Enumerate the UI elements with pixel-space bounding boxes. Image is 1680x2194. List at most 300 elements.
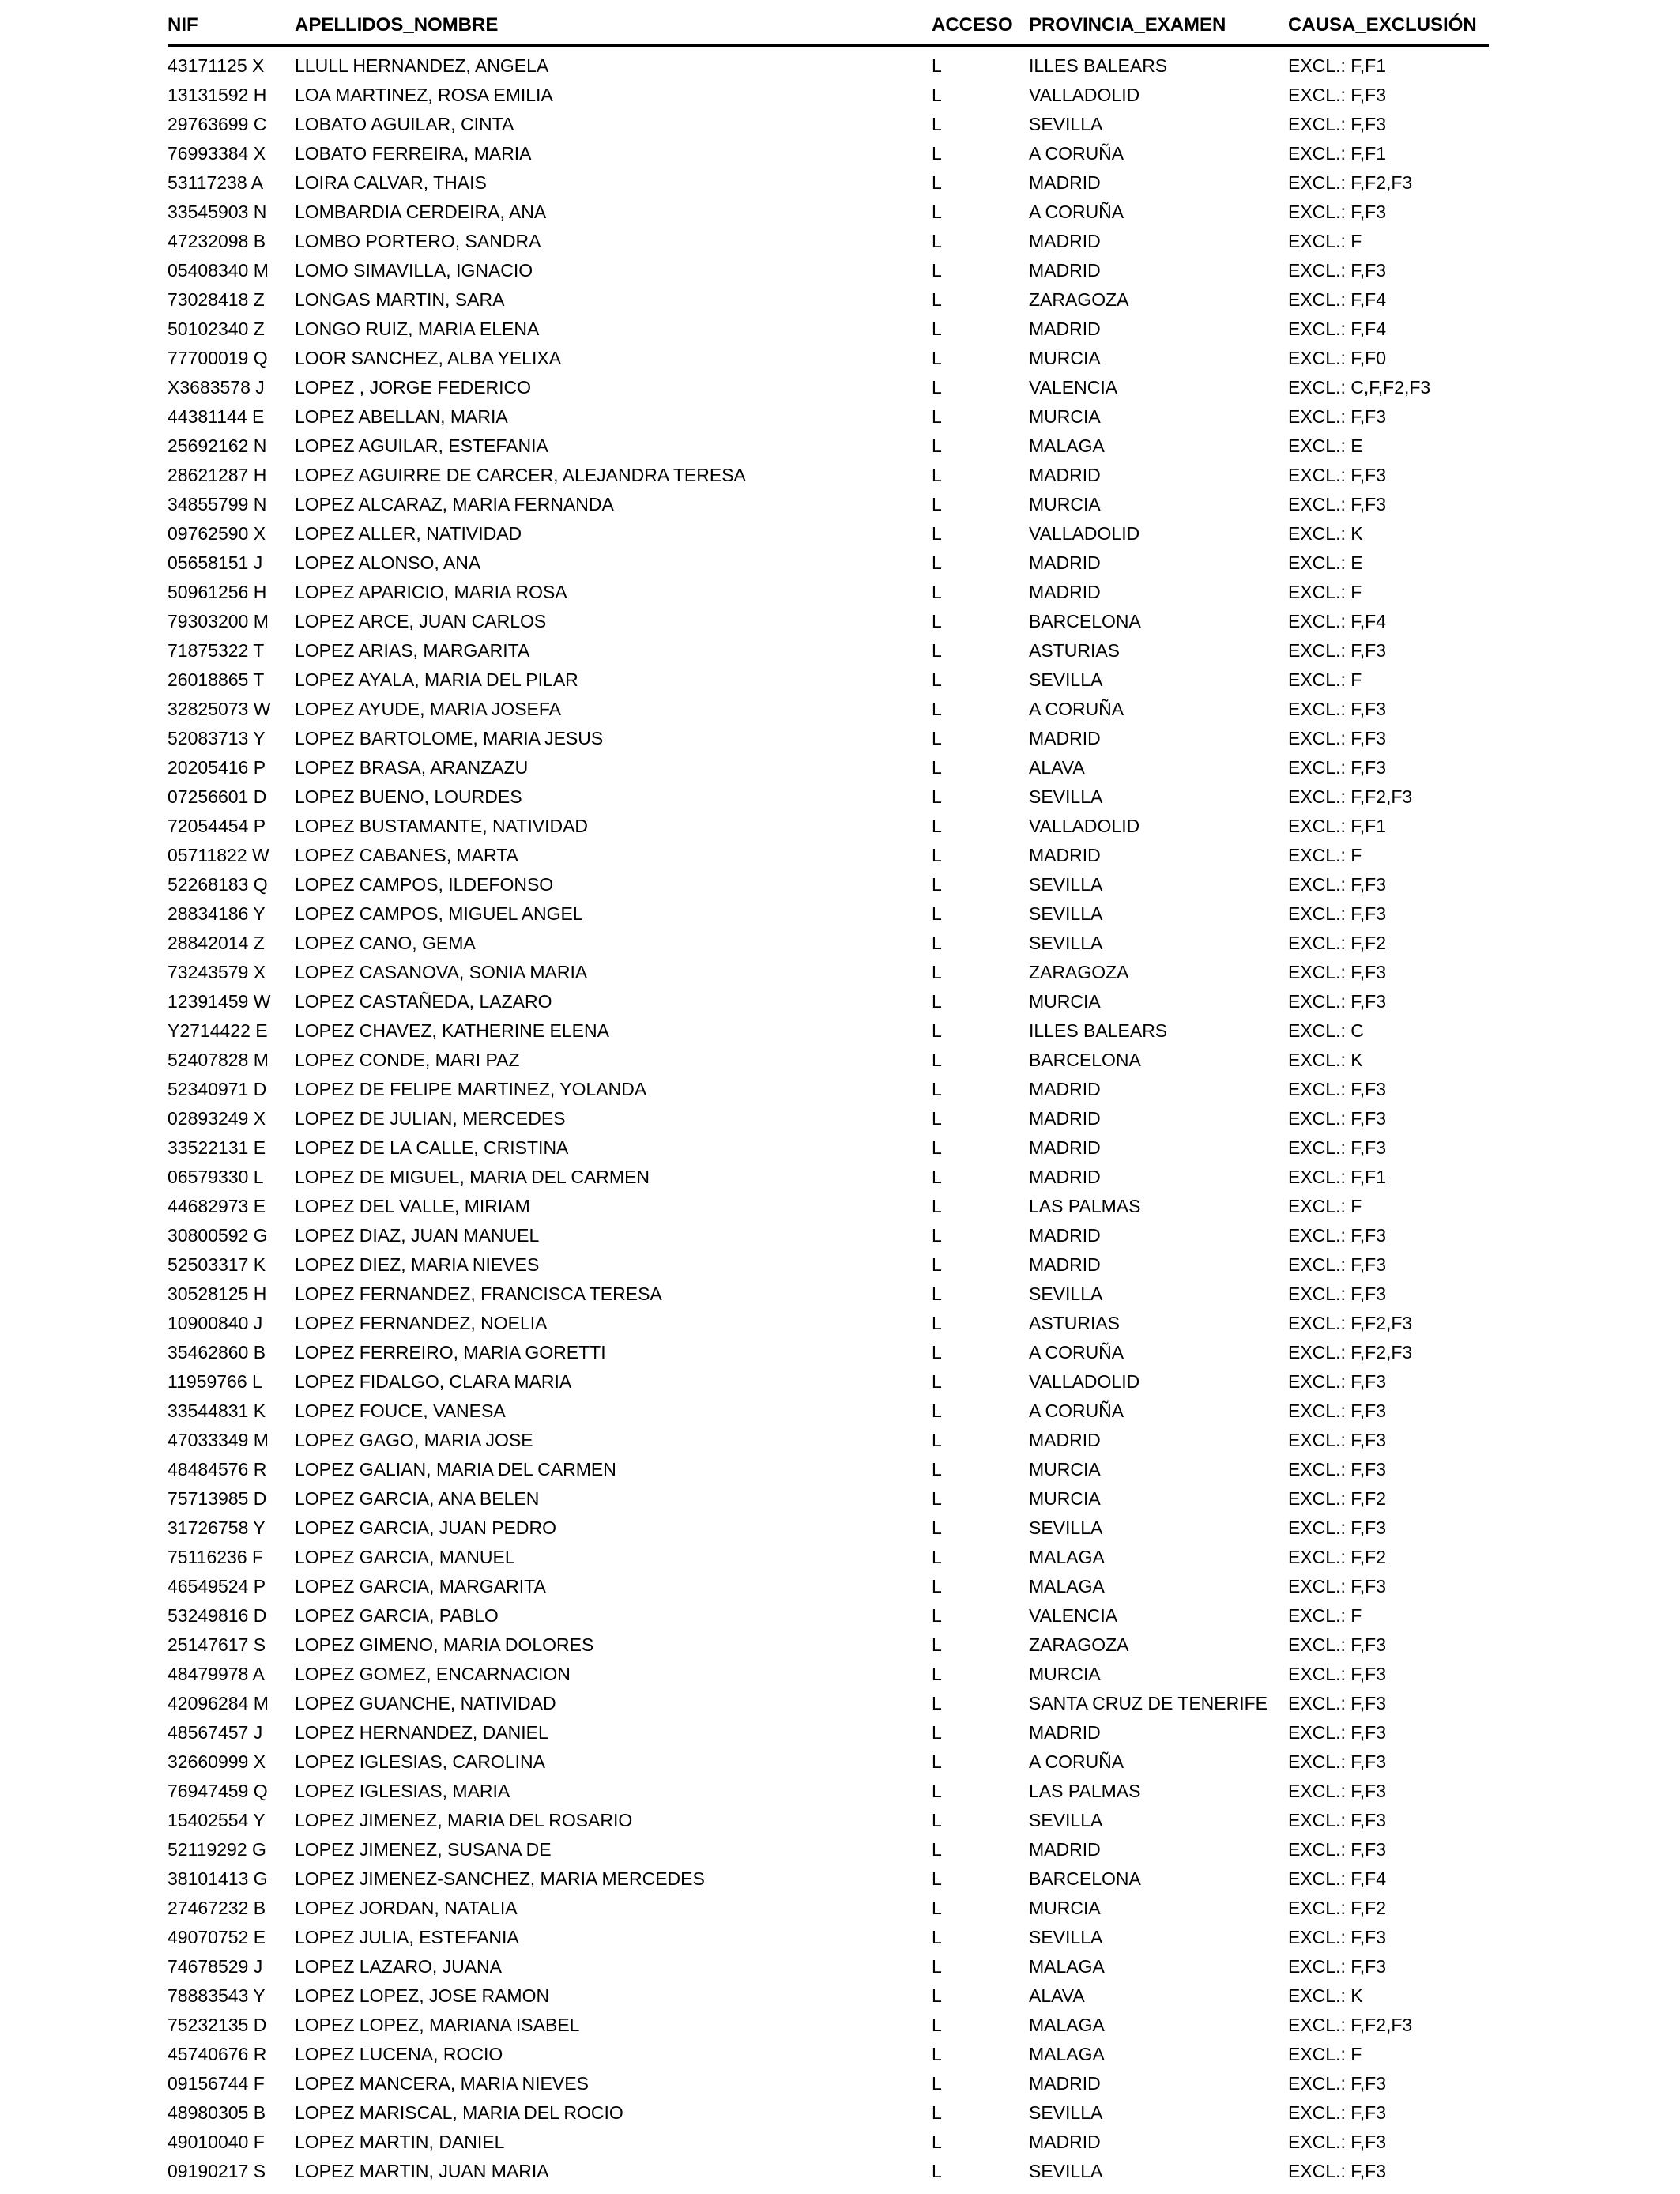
cell-nif: 20205416 P [168,757,266,778]
cell-provincia-examen: MADRID [1029,1137,1101,1158]
table-row [168,1455,1489,1484]
cell-provincia-examen: A CORUÑA [1029,143,1124,164]
cell-provincia-examen: MADRID [1029,319,1101,339]
cell-causa-exclusion: EXCL.: F,F3 [1288,728,1386,748]
cell-causa-exclusion: EXCL.: F,F4 [1288,319,1386,339]
column-header-apellidos-nombre: APELLIDOS_NOMBRE [295,9,932,46]
table-row [168,1572,1489,1601]
table-row [168,1864,1489,1894]
cell-causa-exclusion: EXCL.: F,F3 [1288,757,1386,778]
cell-nif: 77700019 Q [168,348,268,368]
cell-apellidos-nombre: LOMBO PORTERO, SANDRA [295,231,541,251]
cell-causa-exclusion: EXCL.: F,F3 [1288,874,1386,895]
table-row [168,1660,1489,1689]
table-row [168,110,1489,139]
table-row [168,695,1489,724]
cell-causa-exclusion: EXCL.: F,F3 [1288,1956,1386,1977]
cell-acceso: L [932,1985,942,2006]
cell-apellidos-nombre: LOPEZ FERNANDEZ, FRANCISCA TERESA [295,1284,662,1304]
cell-apellidos-nombre: LOPEZ APARICIO, MARIA ROSA [295,582,567,602]
cell-acceso: L [932,816,942,836]
cell-provincia-examen: VALLADOLID [1029,523,1140,544]
cell-causa-exclusion: EXCL.: F,F2,F3 [1288,1313,1413,1333]
cell-causa-exclusion: EXCL.: F [1288,2044,1362,2064]
cell-nif: 76993384 X [168,143,266,164]
cell-acceso: L [932,1050,942,1070]
cell-acceso: L [932,1459,942,1480]
table-row [168,841,1489,870]
cell-apellidos-nombre: LOPEZ DE LA CALLE, CRISTINA [295,1137,569,1158]
cell-provincia-examen: ASTURIAS [1029,1313,1121,1333]
cell-causa-exclusion: EXCL.: F,F3 [1288,202,1386,222]
table-row [168,490,1489,519]
cell-nif: 30528125 H [168,1284,267,1304]
cell-nif: 52083713 Y [168,728,266,748]
cell-causa-exclusion: EXCL.: F,F3 [1288,1225,1386,1246]
cell-nif: 05408340 M [168,260,269,281]
cell-nif: 49070752 E [168,1927,266,1947]
cell-acceso: L [932,55,942,76]
table-row [168,2128,1489,2157]
table-body [168,46,1489,2187]
cell-causa-exclusion: EXCL.: C,F,F2,F3 [1288,377,1431,398]
cell-nif: 44381144 E [168,406,265,427]
cell-apellidos-nombre: LOPEZ IGLESIAS, MARIA [295,1781,510,1801]
cell-acceso: L [932,1927,942,1947]
cell-nif: 32660999 X [168,1751,266,1772]
table-row [168,782,1489,812]
cell-provincia-examen: VALLADOLID [1029,816,1140,836]
cell-apellidos-nombre: LOPEZ CAMPOS, MIGUEL ANGEL [295,903,583,924]
cell-causa-exclusion: EXCL.: F,F1 [1288,1167,1386,1187]
cell-causa-exclusion: EXCL.: E [1288,435,1363,456]
cell-acceso: L [932,1167,942,1187]
cell-apellidos-nombre: LONGO RUIZ, MARIA ELENA [295,319,540,339]
cell-causa-exclusion: EXCL.: F [1288,582,1362,602]
cell-causa-exclusion: EXCL.: F,F2 [1288,1898,1386,1918]
cell-apellidos-nombre: LOPEZ JIMENEZ, SUSANA DE [295,1839,552,1860]
cell-nif: 33522131 E [168,1137,266,1158]
cell-apellidos-nombre: LOPEZ GARCIA, JUAN PEDRO [295,1517,557,1538]
cell-causa-exclusion: EXCL.: F,F3 [1288,406,1386,427]
cell-nif: 52407828 M [168,1050,269,1070]
table-row [168,1397,1489,1426]
cell-apellidos-nombre: LOBATO AGUILAR, CINTA [295,114,514,134]
cell-apellidos-nombre: LOPEZ CASTAÑEDA, LAZARO [295,991,552,1012]
cell-nif: 53249816 D [168,1605,267,1626]
cell-acceso: L [932,845,942,865]
cell-causa-exclusion: EXCL.: F,F4 [1288,1868,1386,1889]
cell-acceso: L [932,2102,942,2123]
table-row [168,1630,1489,1660]
cell-apellidos-nombre: LOPEZ AYALA, MARIA DEL PILAR [295,669,578,690]
table-row [168,2011,1489,2040]
table-row [168,899,1489,929]
cell-acceso: L [932,903,942,924]
cell-provincia-examen: ALAVA [1029,757,1085,778]
cell-causa-exclusion: EXCL.: F,F3 [1288,1284,1386,1304]
cell-provincia-examen: A CORUÑA [1029,1400,1124,1421]
cell-nif: 30800592 G [168,1225,268,1246]
table-row [168,1806,1489,1835]
cell-acceso: L [932,1868,942,1889]
cell-causa-exclusion: EXCL.: F,F3 [1288,1664,1386,1684]
cell-provincia-examen: SEVILLA [1029,1284,1103,1304]
cell-acceso: L [932,1956,942,1977]
cell-apellidos-nombre: LOPEZ GALIAN, MARIA DEL CARMEN [295,1459,616,1480]
cell-acceso: L [932,377,942,398]
cell-apellidos-nombre: LOPEZ ARCE, JUAN CARLOS [295,611,547,631]
cell-causa-exclusion: EXCL.: F,F1 [1288,816,1386,836]
cell-nif: 28834186 Y [168,903,266,924]
cell-causa-exclusion: EXCL.: F,F3 [1288,1400,1386,1421]
cell-acceso: L [932,1634,942,1655]
table-row [168,315,1489,344]
cell-apellidos-nombre: LOPEZ JULIA, ESTEFANIA [295,1927,519,1947]
cell-provincia-examen: VALENCIA [1029,377,1118,398]
cell-provincia-examen: MADRID [1029,1167,1101,1187]
cell-apellidos-nombre: LOPEZ LAZARO, JUANA [295,1956,503,1977]
cell-apellidos-nombre: LOPEZ BUENO, LOURDES [295,786,522,807]
cell-apellidos-nombre: LOPEZ DE MIGUEL, MARIA DEL CARMEN [295,1167,650,1187]
cell-provincia-examen: MADRID [1029,1839,1101,1860]
cell-acceso: L [932,1488,942,1509]
cell-causa-exclusion: EXCL.: F,F3 [1288,2132,1386,2152]
cell-causa-exclusion: EXCL.: F,F3 [1288,1751,1386,1772]
cell-causa-exclusion: EXCL.: F [1288,231,1362,251]
cell-apellidos-nombre: LOPEZ FIDALGO, CLARA MARIA [295,1371,572,1392]
cell-provincia-examen: SANTA CRUZ DE TENERIFE [1029,1693,1268,1713]
cell-acceso: L [932,874,942,895]
cell-acceso: L [932,465,942,485]
cell-apellidos-nombre: LOPEZ LOPEZ, MARIANA ISABEL [295,2015,580,2035]
cell-acceso: L [932,406,942,427]
table-row [168,168,1489,198]
cell-nif: 52268183 Q [168,874,268,895]
cell-provincia-examen: MADRID [1029,465,1101,485]
cell-nif: 48479978 A [168,1664,265,1684]
cell-causa-exclusion: EXCL.: F,F3 [1288,962,1386,982]
cell-provincia-examen: SEVILLA [1029,933,1103,953]
cell-apellidos-nombre: LOPEZ LOPEZ, JOSE RAMON [295,1985,550,2006]
cell-causa-exclusion: EXCL.: F,F3 [1288,1108,1386,1129]
cell-apellidos-nombre: LOPEZ IGLESIAS, CAROLINA [295,1751,545,1772]
cell-causa-exclusion: EXCL.: F,F2 [1288,1547,1386,1567]
cell-acceso: L [932,1254,942,1275]
cell-nif: 50961256 H [168,582,267,602]
cell-provincia-examen: SEVILLA [1029,874,1103,895]
cell-apellidos-nombre: LOPEZ FERREIRO, MARIA GORETTI [295,1342,606,1363]
cell-apellidos-nombre: LOPEZ MARISCAL, MARIA DEL ROCIO [295,2102,623,2123]
cell-provincia-examen: MURCIA [1029,494,1101,515]
cell-acceso: L [932,728,942,748]
table-row [168,519,1489,548]
cell-causa-exclusion: EXCL.: F,F2 [1288,1488,1386,1509]
table-row [168,812,1489,841]
cell-acceso: L [932,1517,942,1538]
cell-provincia-examen: A CORUÑA [1029,1751,1124,1772]
cell-acceso: L [932,494,942,515]
table-row [168,256,1489,285]
cell-nif: 75713985 D [168,1488,267,1509]
cell-acceso: L [932,85,942,105]
cell-provincia-examen: MALAGA [1029,1576,1105,1596]
cell-provincia-examen: MALAGA [1029,2015,1105,2035]
cell-nif: Y2714422 E [168,1020,268,1041]
cell-causa-exclusion: EXCL.: F,F3 [1288,1459,1386,1480]
cell-acceso: L [932,1108,942,1129]
cell-provincia-examen: MADRID [1029,2132,1101,2152]
table-row [168,870,1489,899]
cell-causa-exclusion: EXCL.: F,F3 [1288,1254,1386,1275]
cell-acceso: L [932,786,942,807]
cell-causa-exclusion: EXCL.: F,F3 [1288,114,1386,134]
cell-nif: 42096284 M [168,1693,269,1713]
cell-causa-exclusion: EXCL.: F,F3 [1288,903,1386,924]
cell-provincia-examen: SEVILLA [1029,1517,1103,1538]
column-header-causa-exclusion: CAUSA_EXCLUSIÓN [1288,9,1489,46]
cell-provincia-examen: SEVILLA [1029,786,1103,807]
table-row [168,1835,1489,1864]
cell-provincia-examen: MADRID [1029,1722,1101,1743]
cell-nif: 73243579 X [168,962,266,982]
cell-nif: 75232135 D [168,2015,267,2035]
cell-acceso: L [932,435,942,456]
cell-nif: 09762590 X [168,523,266,544]
cell-causa-exclusion: EXCL.: F,F3 [1288,1781,1386,1801]
cell-acceso: L [932,1137,942,1158]
table-row [168,2069,1489,2098]
cell-provincia-examen: VALLADOLID [1029,85,1140,105]
cell-causa-exclusion: EXCL.: F,F0 [1288,348,1386,368]
cell-provincia-examen: MADRID [1029,1225,1101,1246]
table-row [168,139,1489,168]
table-row [168,1280,1489,1309]
cell-acceso: L [932,260,942,281]
cell-provincia-examen: VALENCIA [1029,1605,1118,1626]
table-row [168,724,1489,753]
cell-causa-exclusion: EXCL.: K [1288,1050,1363,1070]
cell-provincia-examen: MADRID [1029,2073,1101,2094]
cell-apellidos-nombre: LOOR SANCHEZ, ALBA YELIXA [295,348,562,368]
table-row [168,373,1489,402]
cell-nif: 15402554 Y [168,1810,266,1830]
cell-acceso: L [932,202,942,222]
table-row [168,665,1489,695]
cell-acceso: L [932,1693,942,1713]
cell-apellidos-nombre: LOA MARTINEZ, ROSA EMILIA [295,85,553,105]
cell-causa-exclusion: EXCL.: F [1288,845,1362,865]
cell-causa-exclusion: EXCL.: F,F3 [1288,1430,1386,1450]
cell-nif: 71875322 T [168,640,265,661]
cell-apellidos-nombre: LOBATO FERREIRA, MARIA [295,143,532,164]
cell-nif: 09156744 F [168,2073,265,2094]
table-row [168,1309,1489,1338]
cell-acceso: L [932,143,942,164]
cell-provincia-examen: ZARAGOZA [1029,962,1129,982]
cell-apellidos-nombre: LOPEZ CAMPOS, ILDEFONSO [295,874,554,895]
cell-provincia-examen: MADRID [1029,260,1101,281]
cell-causa-exclusion: EXCL.: C [1288,1020,1364,1041]
cell-apellidos-nombre: LOPEZ DIEZ, MARIA NIEVES [295,1254,540,1275]
cell-nif: 52503317 K [168,1254,266,1275]
table-row [168,548,1489,578]
cell-apellidos-nombre: LOPEZ AGUILAR, ESTEFANIA [295,435,548,456]
cell-apellidos-nombre: LOPEZ DEL VALLE, MIRIAM [295,1196,530,1216]
cell-causa-exclusion: EXCL.: K [1288,1985,1363,2006]
cell-apellidos-nombre: LOPEZ GARCIA, MANUEL [295,1547,515,1567]
cell-provincia-examen: MURCIA [1029,406,1101,427]
cell-provincia-examen: MADRID [1029,1108,1101,1129]
table-row [168,1163,1489,1192]
cell-acceso: L [932,962,942,982]
table-row [168,1104,1489,1133]
cell-acceso: L [932,2015,942,2035]
cell-acceso: L [932,231,942,251]
cell-acceso: L [932,319,942,339]
table-row [168,958,1489,987]
cell-acceso: L [932,1020,942,1041]
table-row [168,753,1489,782]
cell-provincia-examen: MALAGA [1029,435,1105,456]
cell-causa-exclusion: EXCL.: F,F3 [1288,494,1386,515]
cell-causa-exclusion: EXCL.: F,F3 [1288,260,1386,281]
cell-nif: 74678529 J [168,1956,263,1977]
cell-causa-exclusion: EXCL.: F,F3 [1288,2102,1386,2123]
cell-apellidos-nombre: LOPEZ ALCARAZ, MARIA FERNANDA [295,494,614,515]
cell-provincia-examen: SEVILLA [1029,1927,1103,1947]
cell-causa-exclusion: EXCL.: F,F3 [1288,85,1386,105]
cell-apellidos-nombre: LOPEZ GARCIA, PABLO [295,1605,499,1626]
table-row [168,432,1489,461]
cell-nif: 05658151 J [168,552,263,573]
cell-acceso: L [932,1664,942,1684]
cell-apellidos-nombre: LOPEZ ARIAS, MARGARITA [295,640,530,661]
table-row [168,1601,1489,1630]
cell-acceso: L [932,1576,942,1596]
cell-acceso: L [932,2073,942,2094]
cell-apellidos-nombre: LOPEZ GARCIA, MARGARITA [295,1576,546,1596]
cell-nif: 49010040 F [168,2132,265,2152]
cell-provincia-examen: MADRID [1029,172,1101,193]
cell-apellidos-nombre: LONGAS MARTIN, SARA [295,289,505,310]
cell-causa-exclusion: EXCL.: F,F3 [1288,465,1386,485]
cell-causa-exclusion: EXCL.: F,F3 [1288,699,1386,719]
cell-provincia-examen: ZARAGOZA [1029,1634,1129,1655]
cell-acceso: L [932,933,942,953]
cell-causa-exclusion: EXCL.: F,F1 [1288,143,1386,164]
cell-apellidos-nombre: LOMBARDIA CERDEIRA, ANA [295,202,547,222]
cell-acceso: L [932,1898,942,1918]
cell-nif: 29763699 C [168,114,267,134]
cell-apellidos-nombre: LOPEZ ALONSO, ANA [295,552,481,573]
cell-acceso: L [932,699,942,719]
cell-nif: 50102340 Z [168,319,265,339]
cell-provincia-examen: MALAGA [1029,2044,1105,2064]
cell-causa-exclusion: EXCL.: F,F3 [1288,1722,1386,1743]
cell-causa-exclusion: EXCL.: E [1288,552,1363,573]
cell-causa-exclusion: EXCL.: F,F3 [1288,2161,1386,2181]
table-row [168,1367,1489,1397]
table-row [168,1718,1489,1747]
table-row [168,227,1489,256]
cell-nif: 11959766 L [168,1371,262,1392]
cell-nif: 75116236 F [168,1547,264,1567]
table-row [168,1133,1489,1163]
cell-apellidos-nombre: LOPEZ JORDAN, NATALIA [295,1898,518,1918]
cell-causa-exclusion: EXCL.: F,F3 [1288,1079,1386,1099]
cell-causa-exclusion: EXCL.: K [1288,523,1363,544]
table-row [168,1514,1489,1543]
cell-nif: 06579330 L [168,1167,264,1187]
cell-acceso: L [932,114,942,134]
cell-acceso: L [932,611,942,631]
cell-apellidos-nombre: LOPEZ GIMENO, MARIA DOLORES [295,1634,594,1655]
cell-nif: 76947459 Q [168,1781,268,1801]
cell-nif: 48980305 B [168,2102,266,2123]
cell-apellidos-nombre: LLULL HERNANDEZ, ANGELA [295,55,549,76]
cell-provincia-examen: BARCELONA [1029,1868,1141,1889]
cell-acceso: L [932,2132,942,2152]
table-row [168,1221,1489,1250]
table-row [168,929,1489,958]
cell-provincia-examen: MURCIA [1029,1898,1101,1918]
cell-provincia-examen: LAS PALMAS [1029,1781,1141,1801]
cell-nif: 07256601 D [168,786,267,807]
cell-provincia-examen: SEVILLA [1029,903,1103,924]
cell-causa-exclusion: EXCL.: F,F3 [1288,1810,1386,1830]
table-row [168,1747,1489,1777]
cell-provincia-examen: ALAVA [1029,1985,1085,2006]
cell-nif: 78883543 Y [168,1985,266,2006]
cell-causa-exclusion: EXCL.: F,F3 [1288,1137,1386,1158]
cell-apellidos-nombre: LOPEZ JIMENEZ-SANCHEZ, MARIA MERCEDES [295,1868,705,1889]
cell-nif: 05711822 W [168,845,269,865]
cell-acceso: L [932,1810,942,1830]
table-row [168,987,1489,1016]
cell-acceso: L [932,991,942,1012]
cell-causa-exclusion: EXCL.: F,F4 [1288,289,1386,310]
cell-apellidos-nombre: LOPEZ DIAZ, JUAN MANUEL [295,1225,540,1246]
cell-nif: 28621287 H [168,465,267,485]
cell-apellidos-nombre: LOPEZ MARTIN, JUAN MARIA [295,2161,549,2181]
table-row [168,402,1489,432]
cell-apellidos-nombre: LOPEZ GUANCHE, NATIVIDAD [295,1693,556,1713]
cell-acceso: L [932,669,942,690]
table-row [168,1046,1489,1075]
cell-nif: 73028418 Z [168,289,265,310]
document [168,9,1489,2186]
cell-provincia-examen: MALAGA [1029,1547,1105,1567]
cell-nif: 09190217 S [168,2161,266,2181]
cell-causa-exclusion: EXCL.: F,F2,F3 [1288,1342,1413,1363]
cell-acceso: L [932,1225,942,1246]
table-row [168,344,1489,373]
table-row [168,285,1489,315]
cell-apellidos-nombre: LOPEZ GARCIA, ANA BELEN [295,1488,540,1509]
cell-causa-exclusion: EXCL.: F [1288,1605,1362,1626]
cell-provincia-examen: SEVILLA [1029,1810,1103,1830]
table-row [168,578,1489,607]
table-row [168,2098,1489,2128]
cell-acceso: L [932,1547,942,1567]
cell-apellidos-nombre: LOPEZ FOUCE, VANESA [295,1400,506,1421]
cell-acceso: L [932,289,942,310]
cell-apellidos-nombre: LOPEZ CHAVEZ, KATHERINE ELENA [295,1020,609,1041]
cell-provincia-examen: ASTURIAS [1029,640,1121,661]
cell-causa-exclusion: EXCL.: F,F3 [1288,1576,1386,1596]
table-row [168,46,1489,81]
